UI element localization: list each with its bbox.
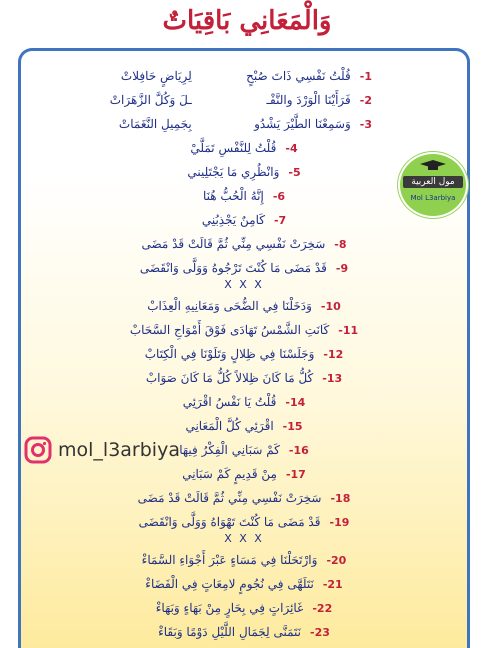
line-text: كَمْ سَبَانِي الْفِكْرُ فِيهَا <box>179 443 280 457</box>
logo-arabic-text: مول العربية <box>403 176 463 188</box>
line-number: 13- <box>322 372 343 385</box>
line-number: 21- <box>322 578 343 591</box>
poem-line-3 <box>21 113 467 135</box>
line-number: 8- <box>334 238 347 251</box>
line-number: 16- <box>288 444 309 457</box>
line-text: قُلْتُ لِلنَّفْسِ تَمَلَّيْ <box>190 141 277 155</box>
poem-line-10 <box>21 295 467 317</box>
hemistich-second: لِرِيَاضٍ حَافِلاتْ <box>120 69 192 83</box>
line-number: 2- <box>359 94 372 107</box>
poem-line-19 <box>21 511 467 533</box>
line-text: نَتَمَنَّى لِجَمَالِ اللَّيْلِ دَوْمًا وَبَقَاءْ <box>158 625 302 639</box>
line-text: مِنْ قَدِيمٍ كَمْ سَبَانِي <box>182 467 277 481</box>
separator-text: X X X <box>224 532 264 545</box>
line-text: نَتَلَهَّى فِي نُجُومٍ لامِعَاتٍ فِي الْفَضَاءْ <box>145 577 314 591</box>
line-number: 19- <box>329 516 350 529</box>
poem-line-13 <box>21 367 467 389</box>
stanza-separator <box>21 531 467 547</box>
line-text: قَدْ مَضَى مَا كُنْتَ تَهْوَاهُ وَوَلَّى وَانْقَضَى <box>138 515 321 529</box>
line-number: 11- <box>338 324 359 337</box>
line-text: كَامِنٌ يَجْذِبُنِي <box>201 213 265 227</box>
hemistich-first: فَرَأَيْنَا الْوَرْدَ والنَّفْـ <box>266 93 351 107</box>
hemistich-first: وَسَمِعْنَا الطَّيْرَ يَشْدُو <box>254 117 351 131</box>
site-logo <box>398 152 468 218</box>
poem-line-18 <box>21 487 467 509</box>
line-text: سَخِرَتْ نَفْسِي مِنِّي ثُمَّ قَالَتْ قَدْ مَضَى <box>137 491 322 505</box>
stanza-separator <box>21 277 467 293</box>
poem-line-4 <box>21 137 467 159</box>
poem-line-14 <box>21 391 467 413</box>
line-number: 4- <box>285 142 298 155</box>
poem-line-8 <box>21 233 467 255</box>
poem-line-22 <box>21 597 467 619</box>
hemistich-second: ـلَ وَكُلَّ الزَّهَرَاتْ <box>109 93 192 107</box>
line-text: وَارْتَحَلْنَا فِي مَسَاءٍ عَبْرَ أَجْوَاءِ السَّمَاءْ <box>141 553 318 567</box>
line-text: وَدَخَلْنَا فِي الضُّحَى وَمَعَانِيهِ الْعِذَابْ <box>147 299 312 313</box>
poem-line-21 <box>21 573 467 595</box>
line-number: 15- <box>282 420 303 433</box>
line-text: كَانَتِ الشَّمْسُ تَهَادَى فَوْقَ أَمْوَاجِ السَّحَابْ <box>129 323 330 337</box>
poem-line-1 <box>21 65 467 87</box>
hemistich-first: قُلْتُ نَفْسِي ذَاتَ صُبْحٍ <box>246 69 351 83</box>
hemistich-second: بِجَمِيلِ النَّغَمَاتْ <box>118 117 192 131</box>
poem-line-12 <box>21 343 467 365</box>
line-text: وَانْظُرِي مَا يَجْتَلِيني <box>187 165 280 179</box>
line-number: 9- <box>335 262 349 275</box>
poem-line-9 <box>21 257 467 279</box>
poem-frame <box>18 48 470 648</box>
page-title: وَالْمَعَانِي بَاقِيَاتٌ <box>162 6 332 36</box>
graduation-cap-icon <box>420 160 446 170</box>
line-number: 12- <box>323 348 344 361</box>
line-number: 17- <box>285 468 306 481</box>
poem-line-7 <box>21 209 467 231</box>
poem-line-11 <box>21 319 467 341</box>
line-text: إِنَّهُ الْحُبُّ هُنَا <box>202 189 264 203</box>
line-number: 6- <box>272 190 286 203</box>
line-text: اقْرَئِي كُلَّ الْمَعَانِي <box>185 419 274 433</box>
line-number: 1- <box>359 70 372 83</box>
line-number: 22- <box>312 602 333 615</box>
instagram-icon <box>24 436 52 464</box>
line-number: 18- <box>330 492 351 505</box>
instagram-handle-link[interactable] <box>24 436 180 464</box>
line-text: كُلُّ مَا كَانَ ظِلالاً كُلُّ مَا كَانَ صَوَابْ <box>145 371 314 385</box>
poem-line-20 <box>21 549 467 571</box>
line-text: وَجَلَسْنَا فِي ظِلالٍ وَتَلَوْنَا فِي الْكِتَابْ <box>144 347 315 361</box>
line-number: 23- <box>310 626 330 639</box>
separator-text: X X X <box>224 278 264 291</box>
line-number: 7- <box>273 214 287 227</box>
logo-latin-text: Mol L3arbiya <box>410 194 456 202</box>
line-text: قَدْ مَضَى مَا كُنْتَ تَرْجُوهُ وَوَلَّى وَانْقَضَى <box>139 261 327 275</box>
poem-line-17 <box>21 463 467 485</box>
line-text: سَخِرَتْ نَفْسِي مِنِّي ثُمَّ قَالَتْ قَدْ مَضَى <box>141 237 326 251</box>
line-number: 20- <box>326 554 347 567</box>
line-number: 14- <box>285 396 306 409</box>
poem-line-15 <box>21 415 467 437</box>
line-number: 10- <box>320 300 341 313</box>
line-text: غَائِرَاتٍ فِي بِحَارٍ مِنْ بَهَاءٍ وَبَهَاءْ <box>155 601 304 615</box>
instagram-handle: mol_l3arbiya <box>58 439 180 461</box>
poem-line-2 <box>21 89 467 111</box>
line-number: 5- <box>288 166 301 179</box>
line-number: 3- <box>359 118 372 131</box>
line-text: قُلْتُ يَا نَفْسُ اقْرَئِي <box>182 395 277 409</box>
